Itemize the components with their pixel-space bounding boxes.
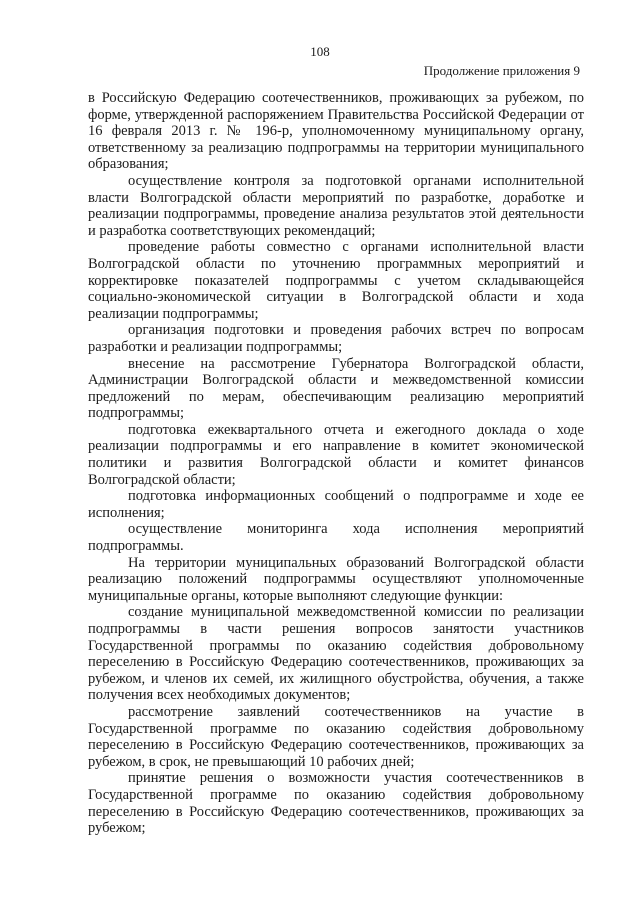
paragraph: рассмотрение заявлений соотечественников на участие в Государственной программе по оказанию содействия добровольному переселению в Российскую Федерацию соотечественников, проживающих за рубежом, в срок, не превышающий 10 рабочих дней;: [88, 703, 584, 770]
paragraph: проведение работы совместно с органами исполнительной власти Волгоградской области по уточнению программных мероприятий и корректировке показателей подпрограммы с учетом складывающейся социально-экономической ситуации в Волгоградской области и хода реализации подпрограммы;: [88, 239, 584, 322]
paragraph: принятие решения о возможности участия соотечественников в Государственной программе по оказанию содействия добровольному переселению в Российскую Федерацию соотечественников, проживающих за рубежом;: [88, 770, 584, 837]
paragraph: осуществление контроля за подготовкой органами исполнительной власти Волгоградской области мероприятий по разработке, доработке и реализации подпрограммы, проведение анализа результатов этой деятельности и разработка соответствующих рекомендаций;: [88, 172, 584, 239]
appendix-continuation-note: Продолжение приложения 9: [423, 63, 580, 78]
paragraph: создание муниципальной межведомственной комиссии по реализации подпрограммы в части решения вопросов занятости участников Государственной программы по оказанию содействия добровольному переселению в Российскую Федерацию соотечественников, проживающих за рубежом, и членов их семей, их жилищного обустройства, обучения, а также получения всех необходимых документов;: [88, 604, 584, 704]
paragraph: организация подготовки и проведения рабочих встреч по вопросам разработки и реализации подпрограммы;: [88, 322, 584, 355]
paragraph: в Российскую Федерацию соотечественников, проживающих за рубежом, по форме, утвержденной распоряжением Правительства Российской Федерации от 16 февраля 2013 г. № 196-р, уполномоченному муниципальному органу, ответственному за реализацию подпрограммы на территории муниципального образования;: [88, 90, 584, 173]
paragraph: осуществление мониторинга хода исполнения мероприятий подпрограммы.: [88, 521, 584, 555]
page-number: 108: [310, 44, 330, 59]
paragraph: подготовка ежеквартального отчета и ежегодного доклада о ходе реализации подпрограммы и его направление в комитет экономической политики и развития Волгоградской области и комитет финансов Волгоградской области;: [88, 421, 584, 488]
paragraph: внесение на рассмотрение Губернатора Волгоградской области, Администрации Волгоградской области и межведомственной комиссии предложений по мерам, обеспечивающим реализацию мероприятий подпрограммы;: [88, 355, 584, 422]
paragraph: На территории муниципальных образований Волгоградской области реализацию положений подпрограммы осуществляют уполномоченные муниципальные органы, которые выполняют следующие функции:: [88, 554, 584, 604]
paragraph: подготовка информационных сообщений о подпрограмме и ходе ее исполнения;: [88, 488, 584, 521]
document-body: [88, 90, 584, 837]
